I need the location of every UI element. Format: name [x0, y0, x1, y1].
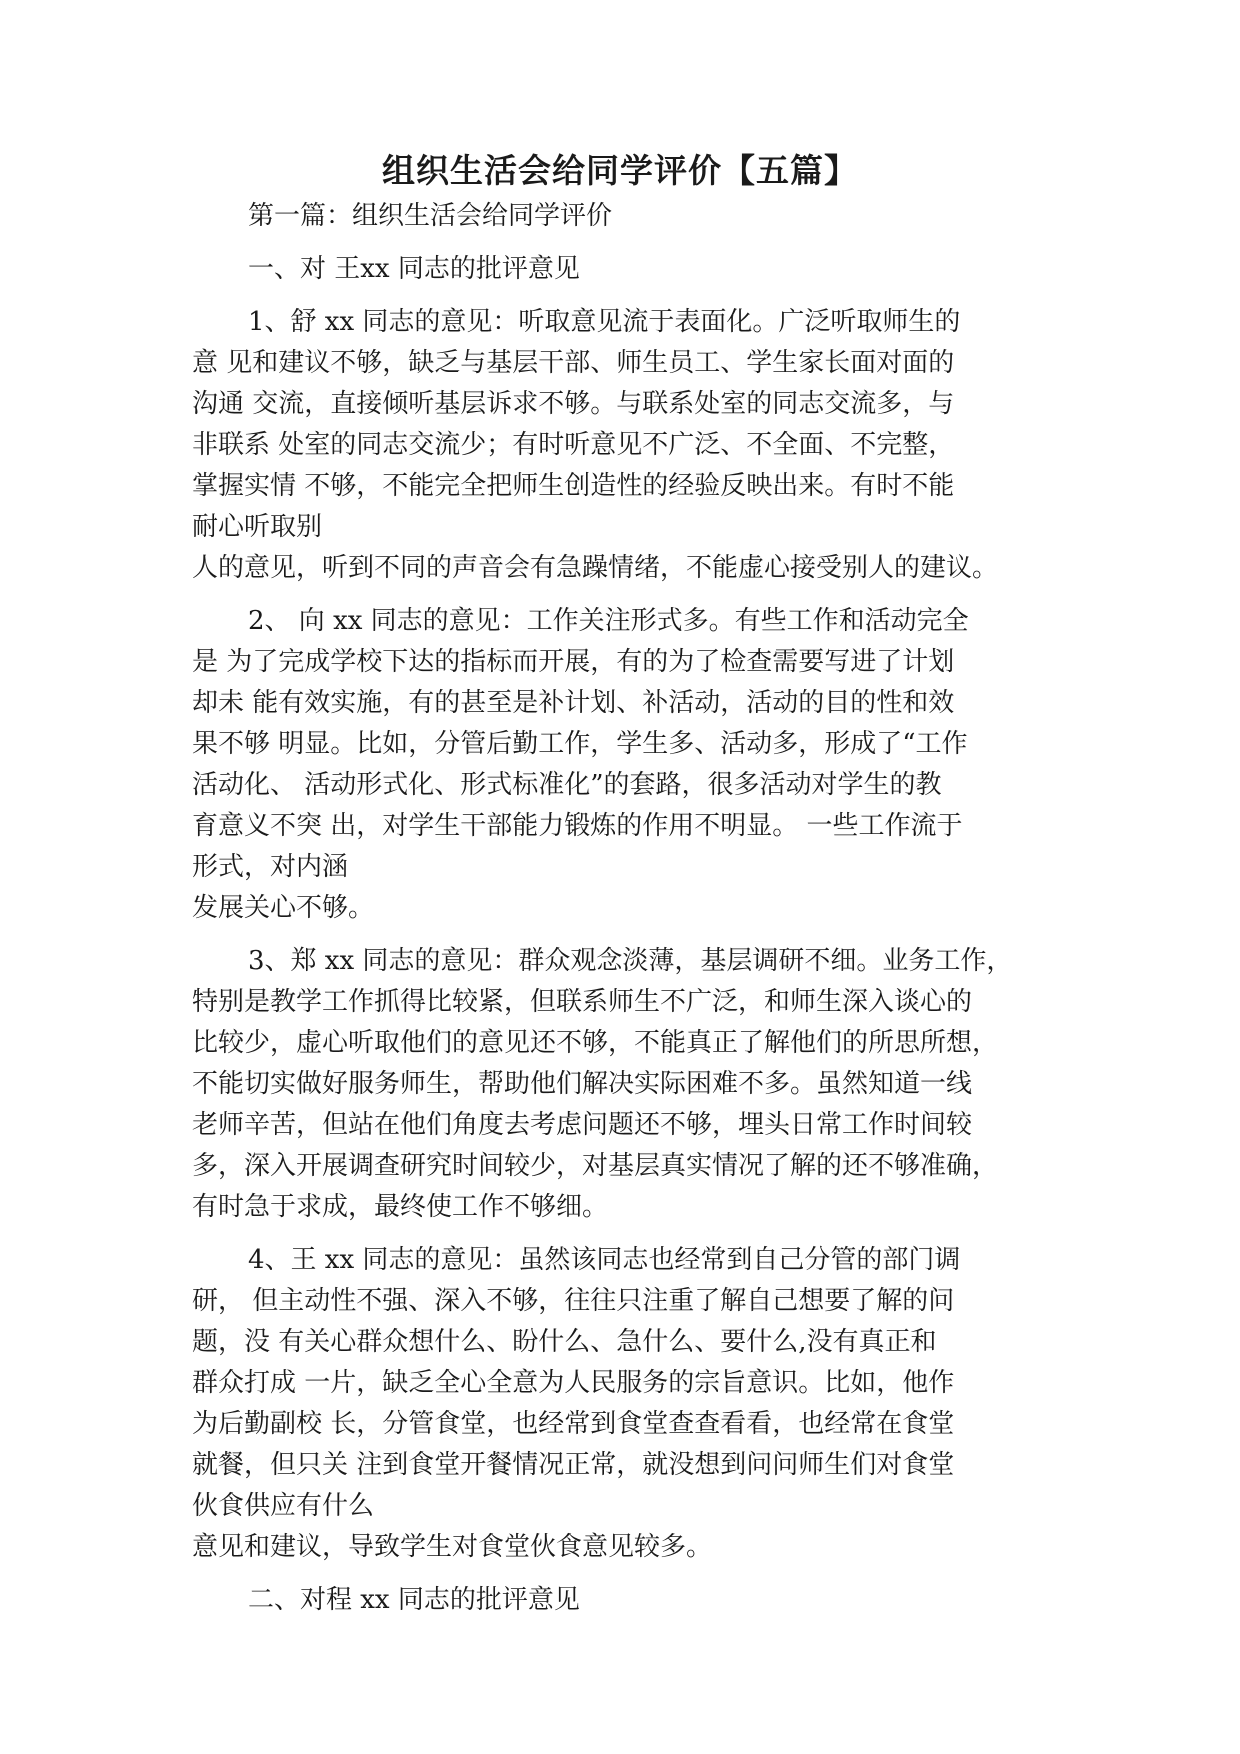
paragraph-1 [192, 302, 1062, 589]
paragraph-line: 4、王 xx 同志的意见：虽然该同志也经常到自己分管的部门调 [248, 1245, 961, 1275]
paragraph-2 [192, 601, 1062, 929]
paragraph-line: 多，深入开展调查研究时间较少，对基层真实情况了解的还不够准确， [192, 1151, 999, 1181]
paragraph-line: 形式，对内涵 [192, 852, 349, 882]
paragraph-line: 果不够 明显。比如，分管后勤工作，学生多、活动多，形成了“工作 [192, 729, 968, 759]
paragraph-4 [192, 1240, 1062, 1568]
paragraph-line: 沟通 交流，直接倾听基层诉求不够。与联系处室的同志交流多，与 [192, 389, 955, 419]
paragraph-line: 却未 能有效实施，有的甚至是补计划、补活动，活动的目的性和效 [192, 688, 955, 718]
paragraph-line: 耐心听取别 [192, 512, 323, 542]
paragraph-line: 发展关心不够。 [192, 893, 375, 923]
paragraph-line: 意见和建议，导致学生对食堂伙食意见较多。 [192, 1532, 713, 1562]
paragraph-line: 特别是教学工作抓得比较紧，但联系师生不广泛，和师生深入谈心的 [192, 987, 973, 1017]
paragraph-line: 老师辛苦，但站在他们角度去考虑问题还不够，埋头日常工作时间较 [192, 1110, 973, 1140]
paragraph-line: 掌握实情 不够，不能完全把师生创造性的经验反映出来。有时不能 [192, 471, 955, 501]
section-heading-2: 二、对程 xx 同志的批评意见 [248, 1585, 580, 1615]
paragraph-3 [192, 941, 1062, 1228]
paragraph-line: 有时急于求成，最终使工作不够细。 [192, 1192, 609, 1222]
paragraph-line: 不能切实做好服务师生，帮助他们解决实际困难不多。虽然知道一线 [192, 1069, 973, 1099]
paragraph-line: 题，没 有关心群众想什么、盼什么、急什么、要什么,没有真正和 [192, 1327, 937, 1357]
paragraph-line: 人的意见，听到不同的声音会有急躁情绪，不能虚心接受别人的建议。 [192, 553, 999, 583]
paragraph-line: 活动化、 活动形式化、形式标准化”的套路，很多活动对学生的教 [192, 770, 942, 800]
part-heading: 第一篇：组织生活会给同学评价 [248, 201, 613, 231]
paragraph-line: 比较少，虚心听取他们的意见还不够，不能真正了解他们的所思所想， [192, 1028, 999, 1058]
paragraph-line: 2、 向 xx 同志的意见：工作关注形式多。有些工作和活动完全 [248, 606, 969, 636]
paragraph-line: 群众打成 一片，缺乏全心全意为人民服务的宗旨意识。比如，他作 [192, 1368, 955, 1398]
document-body [192, 196, 1062, 1633]
paragraph-line: 就餐，但只关 注到食堂开餐情况正常，就没想到问问师生们对食堂 [192, 1450, 955, 1480]
paragraph-line: 非联系 处室的同志交流少；有时听意见不广泛、不全面、不完整， [192, 430, 955, 460]
paragraph-line: 研， 但主动性不强、深入不够，往往只注重了解自己想要了解的问 [192, 1286, 955, 1316]
section-heading-1: 一、对 王xx 同志的批评意见 [248, 254, 580, 284]
paragraph-line: 育意义不突 出，对学生干部能力锻炼的作用不明显。 一些工作流于 [192, 811, 963, 841]
paragraph-line: 是 为了完成学校下达的指标而开展，有的为了检查需要写进了计划 [192, 647, 955, 677]
paragraph-line: 1、舒 xx 同志的意见：听取意见流于表面化。广泛听取师生的 [248, 307, 961, 337]
paragraph-line: 3、郑 xx 同志的意见：群众观念淡薄，基层调研不细。业务工作， [248, 946, 1013, 976]
paragraph-line: 为后勤副校 长，分管食堂，也经常到食堂查查看看，也经常在食堂 [192, 1409, 955, 1439]
document-title: 组织生活会给同学评价【五篇】 [382, 151, 858, 190]
paragraph-line: 意 见和建议不够，缺乏与基层干部、师生员工、学生家长面对面的 [192, 348, 955, 378]
paragraph-line: 伙食供应有什么 [192, 1491, 375, 1521]
